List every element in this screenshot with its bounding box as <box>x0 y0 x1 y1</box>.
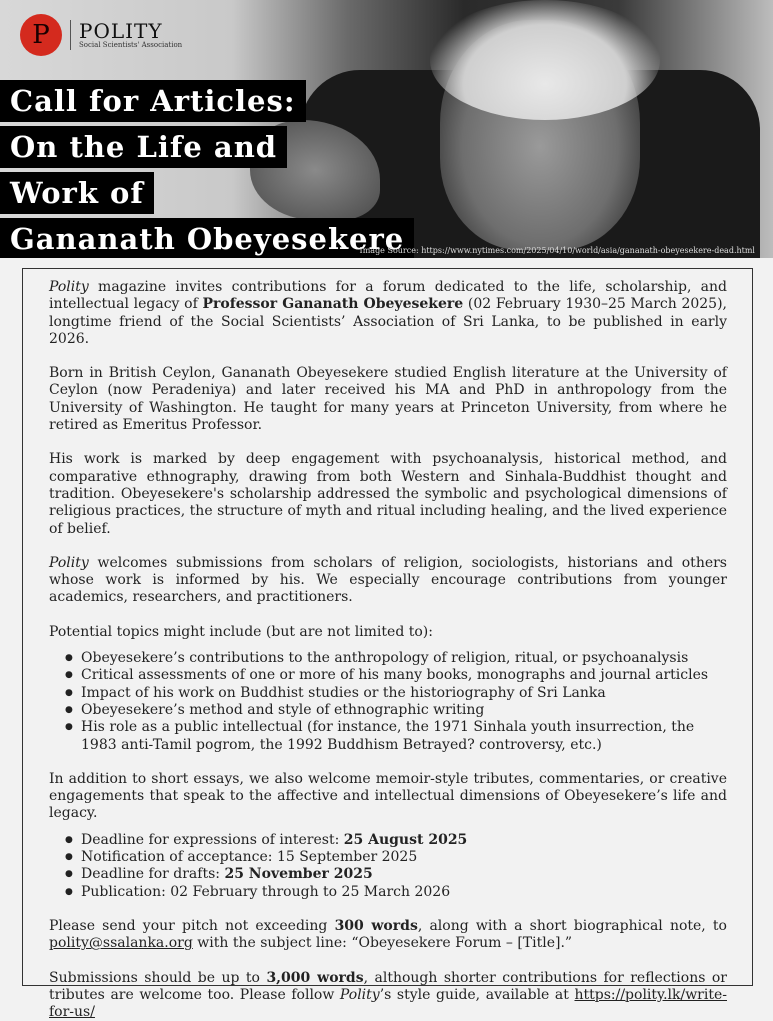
logo-subtitle: Social Scientists' Association <box>79 41 182 49</box>
text: welcomes submissions from scholars of religion, sociologists, historians and others whose work is informed by his. We especially encourage contributions from younger academics, researchers, and practitioners. <box>49 555 727 606</box>
intro-paragraph <box>49 279 727 348</box>
date-label: Publication: <box>81 884 170 900</box>
date-item <box>65 832 727 849</box>
text: , although shorter contributions for reflections or tributes are welcome too. Please follow <box>49 970 727 1003</box>
date-item <box>65 866 727 883</box>
list-item: ● Obeyesekere’s contributions to the anthropology of religion, ritual, or psychoanalysis <box>65 650 727 667</box>
portrait-hair <box>430 0 660 120</box>
pitch-paragraph <box>49 918 727 953</box>
title-line: Gananath Obeyesekere <box>0 218 414 258</box>
date-item <box>65 849 727 866</box>
date-value: 25 November 2025 <box>224 866 372 882</box>
image-caption: Image Source: https://www.nytimes.com/2025/04/10/world/asia/gananath-obeyesekere-dead.html <box>360 246 755 255</box>
header-photo <box>0 0 773 258</box>
date-label: Deadline for drafts: <box>81 866 224 882</box>
professor-name: Professor Gananath Obeyesekere <box>202 296 463 312</box>
topics-intro: Potential topics might include (but are not limited to): <box>49 624 727 641</box>
polity-italic: Polity <box>340 987 380 1003</box>
polity-italic: Polity <box>49 555 89 571</box>
email-link[interactable]: polity@ssalanka.org <box>49 935 193 951</box>
style-guide-link[interactable]: https://polity.lk/write-for-us/ <box>49 987 727 1020</box>
text: , along with a short biographical note, to <box>418 918 727 934</box>
text: Submissions should be up to <box>49 970 266 986</box>
list-item: ● Obeyesekere’s method and style of ethnographic writing <box>65 702 727 719</box>
date-value: 02 February through to 25 March 2026 <box>170 884 450 900</box>
list-item: ● Critical assessments of one or more of his many books, monographs and journal articles <box>65 667 727 684</box>
title-line: Call for Articles: <box>0 80 306 122</box>
list-item: ● Impact of his work on Buddhist studies or the historiography of Sri Lanka <box>65 685 727 702</box>
formats-paragraph: In addition to short essays, we also welcome memoir-style tributes, commentaries, or creative engagements that speak to the affective and intellectual dimensions of Obeyesekere’s life and legacy. <box>49 771 727 823</box>
date-label: Notification of acceptance: <box>81 849 277 865</box>
dates-list <box>65 832 727 901</box>
work-paragraph: His work is marked by deep engagement with psychoanalysis, historical method, and comparative ethnography, drawing from both Western and Sinhala-Buddhist thought and tradition. Obeyesekere's scholarship addressed the symbolic and psychological dimensions of religious practices, the structure of myth and ritual including healing, and the lived experience of belief. <box>49 451 727 537</box>
article-body <box>22 268 753 986</box>
title-line: On the Life and <box>0 126 287 168</box>
text: with the subject line: “Obeyesekere Forum – [Title].” <box>193 935 572 951</box>
text: (02 February 1930–25 March 2025), longtime friend of the Social Scientists’ Association of Sri Lanka, to be published in early 2026. <box>49 296 727 347</box>
topics-list <box>65 650 727 754</box>
logo-circle: P <box>20 14 62 56</box>
date-item <box>65 884 727 901</box>
word-limit: 300 words <box>335 918 418 934</box>
polity-italic: Polity <box>49 279 89 295</box>
text: ’s style guide, available at <box>380 987 575 1003</box>
text: Please send your pitch not exceeding <box>49 918 335 934</box>
text: magazine invites contributions for a forum dedicated to the life, scholarship, and intellectual legacy of <box>49 279 727 312</box>
submission-paragraph <box>49 970 727 1021</box>
date-value: 25 August 2025 <box>344 832 468 848</box>
list-item: ● His role as a public intellectual (for instance, the 1971 Sinhala youth insurrection, the 1983 anti-Tamil pogrom, the 1992 Buddhism Betrayed? controversy, etc.) <box>65 719 727 754</box>
bio-paragraph: Born in British Ceylon, Gananath Obeyesekere studied English literature at the University of Ceylon (now Peradeniya) and later received his MA and PhD in anthropology from the University of Washington. He taught for many years at Princeton University, from where he retired as Emeritus Professor. <box>49 365 727 434</box>
title-line: Work of <box>0 172 154 214</box>
date-value: 15 September 2025 <box>277 849 417 865</box>
date-label: Deadline for expressions of interest: <box>81 832 344 848</box>
logo-name: POLITY <box>79 21 182 41</box>
welcome-paragraph <box>49 555 727 607</box>
logo-divider <box>70 20 71 50</box>
word-limit: 3,000 words <box>266 970 363 986</box>
polity-logo <box>20 14 182 56</box>
